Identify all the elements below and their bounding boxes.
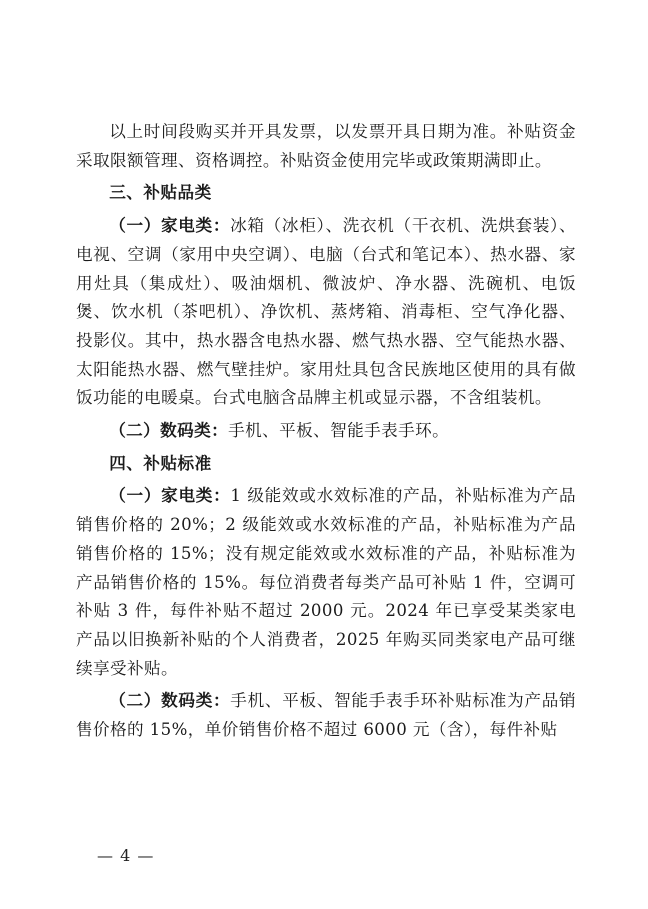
paragraph-purchase-period: 以上时间段购买并开具发票，以发票开具日期为准。补贴资金采取限额管理、资格调控。补贴资金使用完毕或政策期满即止。 — [76, 122, 576, 170]
section-heading-subsidy-standards: 四、补贴标准 — [109, 453, 212, 473]
appliance-standard-body: 1 级能效或水效标准的产品，补贴标准为产品销售价格的 20%；2 级能效或水效标准的产品，补贴标准为产品销售价格的 15%；没有规定能效或水效标准的产品，补贴标准为产品销售价格的 15%。每位消费者每类产品可补贴 1 件，空调可补贴 3 件，每件补贴不超过 2000 元。2024 年已享受某类家电产品以旧换新补贴的个人消费者，2025 年购买同类家电产品可继续享受补贴。 — [76, 486, 576, 678]
paragraph-digital-standards — [76, 687, 576, 744]
digital-category-body: 手机、平板、智能手表手环。 — [228, 421, 450, 441]
document-body — [76, 118, 576, 745]
paragraph-digital-categories — [76, 417, 576, 446]
digital-category-lead: （二）数码类： — [109, 421, 229, 441]
digital-standard-body: 手机、平板、智能手表手环补贴标准为产品销售价格的 15%，单价销售价格不超过 6000 元（含），每件补贴 — [76, 691, 576, 740]
digital-standard-lead: （二）数码类： — [109, 691, 231, 711]
appliance-category-body: 冰箱（冰柜）、洗衣机（干衣机、洗烘套装）、电视、空调（家用中央空调）、电脑（台式和笔记本）、热水器、家用灶具（集成灶）、吸油烟机、微波炉、净水器、洗碗机、电饭煲、饮水机（茶吧机）、净饮机、蒸烤箱、消毒柜、空气净化器、投影仪。其中，热水器含电热水器、燃气热水器、空气能热水器、太阳能热水器、燃气壁挂炉。家用灶具包含民族地区使用的具有做饭功能的电暖桌。台式电脑含品牌主机或显示器，不含组装机。 — [76, 216, 576, 408]
appliance-standard-lead: （一）家电类： — [109, 486, 231, 506]
section-heading-subsidy-categories: 三、补贴品类 — [109, 183, 212, 203]
page-number: — 4 — — [97, 846, 155, 865]
paragraph-appliance-standards — [76, 482, 576, 683]
paragraph-appliance-categories — [76, 212, 576, 413]
appliance-category-lead: （一）家电类： — [109, 216, 231, 236]
